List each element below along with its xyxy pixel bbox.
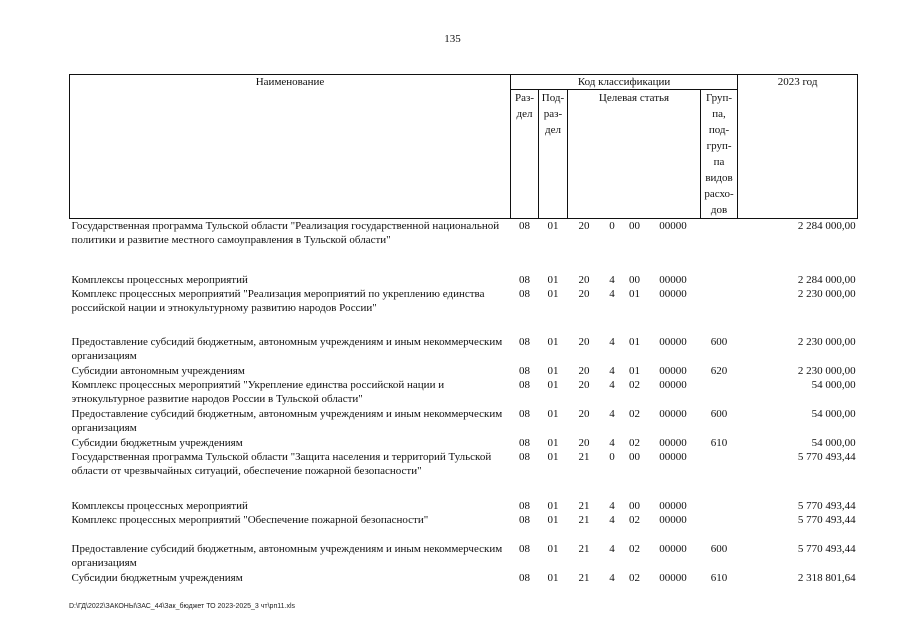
table-row: [70, 364, 858, 378]
row-podrazdel: 01: [547, 499, 559, 512]
table-row: [70, 219, 858, 273]
header-code: Код классификации: [511, 75, 738, 90]
row-target-type: 4: [609, 542, 615, 555]
row-target-direction: 00000: [659, 335, 687, 348]
row-razdel: 08: [519, 513, 530, 526]
row-target-type: 0: [609, 220, 615, 232]
table-row: [70, 407, 858, 436]
row-podrazdel: 01: [547, 220, 559, 232]
row-target-direction: 00000: [659, 364, 687, 377]
row-razdel: 08: [519, 335, 530, 348]
row-amount: 5 770 493,44: [797, 542, 856, 555]
row-expense-group: [701, 513, 738, 542]
row-target-direction: 00000: [659, 513, 687, 526]
table-row: [70, 335, 858, 364]
row-target-type: 4: [609, 273, 615, 286]
table-row: [70, 513, 858, 542]
row-amount: 54 000,00: [811, 378, 856, 391]
row-podrazdel: 01: [547, 436, 559, 449]
budget-table: [69, 74, 858, 587]
row-expense-group: [701, 499, 738, 513]
row-target-type: 0: [609, 450, 615, 463]
header-name: Наименование: [70, 75, 511, 219]
row-target-program: 20: [578, 220, 590, 232]
row-target-subprogram: 00: [629, 499, 640, 512]
row-razdel: 08: [519, 378, 530, 391]
row-expense-group: 620: [710, 364, 728, 377]
row-razdel: 08: [519, 364, 530, 377]
row-name: Предоставление субсидий бюджетным, автономным учреждениям и иным некоммерческим организациям: [71, 407, 503, 434]
row-name: Государственная программа Тульской области "Реализация государственной национальной политики и развитие местного самоуправления в Тульской области": [71, 220, 500, 246]
row-amount: 2 284 000,00: [797, 220, 856, 232]
row-razdel: 08: [519, 220, 530, 232]
table-row: [70, 287, 858, 335]
table-row: [70, 542, 858, 571]
row-target-direction: 00000: [659, 378, 687, 391]
row-target-subprogram: 01: [629, 287, 640, 300]
header-group: Груп- па, под- груп- па видов расхо- дов: [701, 90, 738, 219]
row-target-type: 4: [609, 571, 615, 584]
row-target-subprogram: 01: [629, 364, 640, 377]
table-row: [70, 499, 858, 513]
row-name: Субсидии бюджетным учреждениям: [71, 436, 243, 449]
row-target-program: 21: [578, 513, 590, 526]
row-target-type: 4: [609, 335, 615, 348]
row-expense-group: [701, 378, 738, 407]
row-expense-group: 600: [710, 542, 728, 555]
row-podrazdel: 01: [547, 273, 559, 286]
row-razdel: 08: [519, 287, 530, 300]
row-razdel: 08: [519, 542, 530, 555]
row-target-program: 21: [578, 499, 590, 512]
row-razdel: 08: [519, 407, 530, 420]
row-target-subprogram: 01: [629, 335, 640, 348]
row-target-direction: 00000: [659, 542, 687, 555]
row-razdel: 08: [519, 436, 530, 449]
row-target-type: 4: [609, 513, 615, 526]
row-podrazdel: 01: [547, 513, 559, 526]
row-name: Комплексы процессных мероприятий: [71, 273, 248, 286]
row-name: Государственная программа Тульской области "Защита населения и территорий Тульской области от чрезвычайных ситуаций, обеспечение пожарной безопасности": [71, 450, 492, 477]
row-amount: 54 000,00: [811, 407, 856, 420]
row-expense-group: [701, 273, 738, 287]
row-expense-group: 610: [710, 436, 728, 449]
row-name: Субсидии автономным учреждениям: [71, 364, 245, 377]
row-podrazdel: 01: [547, 450, 559, 463]
row-expense-group: [701, 219, 738, 273]
row-target-type: 4: [609, 499, 615, 512]
row-name: Комплекс процессных мероприятий "Обеспечение пожарной безопасности": [71, 513, 429, 526]
table-row: [70, 450, 858, 499]
row-name: Комплексы процессных мероприятий: [71, 499, 248, 512]
row-target-direction: 00000: [659, 273, 687, 286]
row-name: Предоставление субсидий бюджетным, автономным учреждениям и иным некоммерческим организациям: [71, 335, 503, 362]
row-target-direction: 00000: [659, 499, 687, 512]
row-amount: 2 284 000,00: [797, 273, 856, 286]
row-target-program: 21: [578, 450, 590, 463]
row-target-direction: 00000: [659, 450, 687, 463]
row-target-subprogram: 02: [629, 513, 640, 526]
row-target-subprogram: 02: [629, 571, 640, 584]
table-row: [70, 378, 858, 407]
row-target-program: 20: [578, 273, 590, 286]
row-target-program: 20: [578, 335, 590, 348]
row-target-program: 21: [578, 571, 590, 584]
row-target-subprogram: 00: [629, 273, 640, 286]
row-target-program: 20: [578, 378, 590, 391]
row-razdel: 08: [519, 450, 530, 463]
row-amount: 2 230 000,00: [797, 335, 856, 348]
row-amount: 2 230 000,00: [797, 364, 856, 377]
row-amount: 2 230 000,00: [797, 287, 856, 300]
file-path-footer: D:\ГД\2022\ЗАКОНЫ\ЗАС_44\Зак_бюджет ТО 2023-2025_3 чт\рп11.xls: [69, 603, 295, 610]
table-body: [70, 219, 858, 587]
row-target-direction: 00000: [659, 287, 687, 300]
row-podrazdel: 01: [547, 407, 559, 420]
row-amount: 2 318 801,64: [797, 571, 856, 584]
row-target-subprogram: 02: [629, 407, 640, 420]
table-row: [70, 273, 858, 287]
row-expense-group: 600: [710, 335, 728, 348]
header-target: Целевая статья: [568, 90, 701, 219]
row-name: Субсидии бюджетным учреждениям: [71, 571, 243, 584]
header-year: 2023 год: [738, 75, 858, 219]
row-target-direction: 00000: [659, 220, 687, 232]
row-expense-group: [701, 450, 738, 499]
row-expense-group: [701, 287, 738, 335]
row-target-direction: 00000: [659, 436, 687, 449]
row-podrazdel: 01: [547, 378, 559, 391]
row-target-program: 21: [578, 542, 590, 555]
row-name: Комплекс процессных мероприятий "Укрепление единства российской нации и этнокультурное развитие народов России в Тульской области": [71, 378, 445, 405]
row-target-subprogram: 02: [629, 542, 640, 555]
row-target-type: 4: [609, 378, 615, 391]
row-podrazdel: 01: [547, 364, 559, 377]
row-target-type: 4: [609, 436, 615, 449]
row-expense-group: 610: [710, 571, 728, 584]
row-expense-group: 600: [710, 407, 728, 420]
row-target-program: 20: [578, 436, 590, 449]
row-target-subprogram: 02: [629, 378, 640, 391]
row-target-type: 4: [609, 407, 615, 420]
header-razdel: Раз- дел: [511, 90, 539, 219]
table-header: [70, 75, 858, 219]
row-podrazdel: 01: [547, 571, 559, 584]
row-podrazdel: 01: [547, 287, 559, 300]
row-target-direction: 00000: [659, 407, 687, 420]
row-razdel: 08: [519, 499, 530, 512]
row-amount: 54 000,00: [811, 436, 856, 449]
row-target-type: 4: [609, 364, 615, 377]
row-razdel: 08: [519, 571, 530, 584]
row-target-program: 20: [578, 287, 590, 300]
table-row: [70, 436, 858, 450]
page-number: 135: [444, 33, 461, 45]
row-name: Комплекс процессных мероприятий "Реализация мероприятий по укреплению единства российской нации и этнокультурному развитию народов России": [71, 287, 485, 314]
row-name: Предоставление субсидий бюджетным, автономным учреждениям и иным некоммерческим организациям: [71, 542, 503, 569]
row-target-program: 20: [578, 364, 590, 377]
row-podrazdel: 01: [547, 542, 559, 555]
row-target-subprogram: 02: [629, 436, 640, 449]
row-razdel: 08: [519, 273, 530, 286]
row-target-type: 4: [609, 287, 615, 300]
row-target-direction: 00000: [659, 571, 687, 584]
row-target-program: 20: [578, 407, 590, 420]
row-podrazdel: 01: [547, 335, 559, 348]
header-podrazdel: Под- раз- дел: [539, 90, 568, 219]
row-target-subprogram: 00: [629, 220, 640, 232]
row-target-subprogram: 00: [629, 450, 640, 463]
row-amount: 5 770 493,44: [797, 450, 856, 463]
table-row: [70, 571, 858, 587]
row-amount: 5 770 493,44: [797, 499, 856, 512]
row-amount: 5 770 493,44: [797, 513, 856, 526]
